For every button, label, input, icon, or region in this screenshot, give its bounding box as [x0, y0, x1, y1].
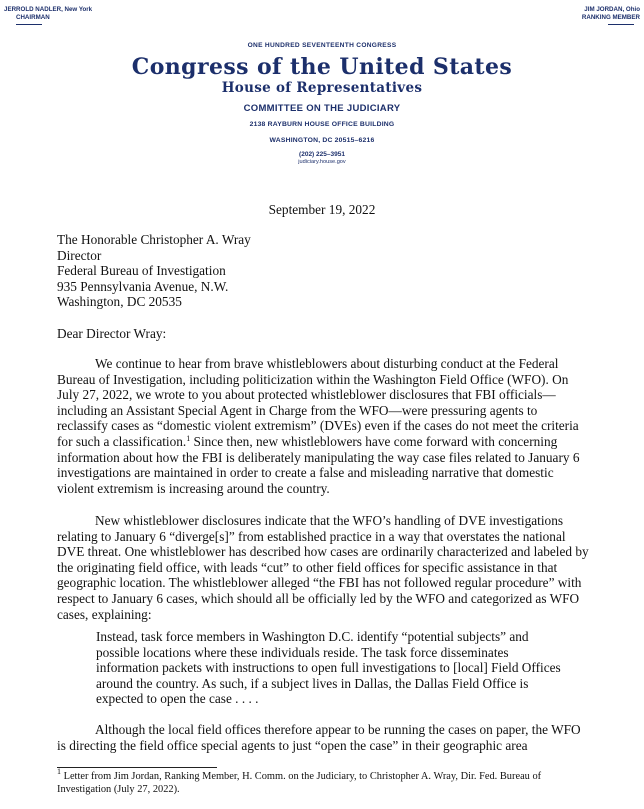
- ranking-member-title: RANKING MEMBER: [581, 13, 640, 21]
- recipient-address: [57, 232, 251, 310]
- footnote-ref-1: 1: [186, 433, 191, 443]
- recipient-organization: Federal Bureau of Investigation: [57, 263, 226, 279]
- committee-city: WASHINGTON, DC 20515–6216: [269, 137, 375, 144]
- body-paragraph-1: [57, 356, 589, 496]
- ranking-member-header: [582, 6, 640, 25]
- committee-website: judiciary.house.gov: [298, 159, 346, 165]
- footnote: [57, 767, 597, 796]
- block-quote: Instead, task force members in Washington D.C. identify “potential subjects” and possible locations where these individuals reside. The task force disseminates information packets with instructions to open full investigations to [local] Field Offices around the country. As such, if a subject lives in Dallas, the Dallas Field Office is expected to open the case . . . .: [96, 629, 561, 707]
- chairman-title: CHAIRMAN: [16, 13, 50, 21]
- chairman-underline: [16, 24, 42, 25]
- footnote-divider: [57, 767, 217, 768]
- footnote-text: Letter from Jim Jordan, Ranking Member, H. Comm. on the Judiciary, to Christopher A. Wray, Dir. Fed. Bureau of Investigation (July 27, 2022).: [57, 771, 542, 795]
- house-title: House of Representatives: [221, 80, 423, 96]
- chairman-header: [4, 6, 92, 25]
- footnote-number: 1: [57, 767, 61, 776]
- ranking-member-underline: [608, 24, 634, 25]
- salutation: Dear Director Wray:: [57, 326, 167, 341]
- congress-number: ONE HUNDRED SEVENTEENTH CONGRESS: [247, 42, 397, 49]
- paragraph-1-text-b: Since then, new whistleblowers have come forward with concerning information about how the FBI is deliberately manipulating the way case files related to January 6 investigations are maintained in order to create a false and misleading narrative that domestic violent extremism is increasing around the country.: [57, 433, 580, 496]
- recipient-street: 935 Pennsylvania Avenue, N.W.: [57, 278, 229, 294]
- ranking-member-name: JIM JORDAN, Ohio: [584, 6, 640, 13]
- chairman-name: JERROLD NADLER, New York: [4, 6, 93, 13]
- body-paragraph-2: New whistleblower disclosures indicate that the WFO’s handling of DVE investigations relating to January 6 “diverge[s]” from established practice in a way that overstates the national DVE threat. One whistleblower has described how cases are ordinarily characterized and labeled by the originating field office, with leads “cut” to other field offices for specific assistance in that geographic location. The whistleblower alleged “the FBI has not followed regular procedure” with respect to January 6 cases, which should all be officially led by the WFO and categorized as WFO cases, explaining:: [57, 513, 589, 622]
- letterhead: [0, 42, 644, 165]
- congress-title: Congress of the United States: [131, 54, 513, 80]
- committee-phone: (202) 225–3951: [299, 151, 345, 158]
- recipient-name: The Honorable Christopher A. Wray: [57, 232, 251, 247]
- paragraph-1-text-a: We continue to hear from brave whistleblowers about disturbing conduct at the Federal Bureau of Investigation, including politicization within the Washington Field Office (WFO). On July 27, 2022, we wrote to you about protected whistleblower disclosures that FBI officials—including an Assistant Special Agent in Charge from the WFO—were pressuring agents to reclassify cases as “domestic violent extremism” (DVEs) even if the cases do not meet the criteria for such a classification.: [57, 356, 579, 449]
- recipient-city: Washington, DC 20535: [57, 294, 182, 310]
- recipient-title: Director: [57, 247, 102, 263]
- body-paragraph-3: Although the local field offices therefore appear to be running the cases on paper, the WFO is directing the field office special agents to just “open the case” in their geographic area: [57, 722, 581, 753]
- committee-name: COMMITTEE ON THE JUDICIARY: [243, 103, 401, 114]
- letter-date: September 19, 2022: [268, 202, 376, 217]
- committee-address: 2138 RAYBURN HOUSE OFFICE BUILDING: [249, 121, 395, 128]
